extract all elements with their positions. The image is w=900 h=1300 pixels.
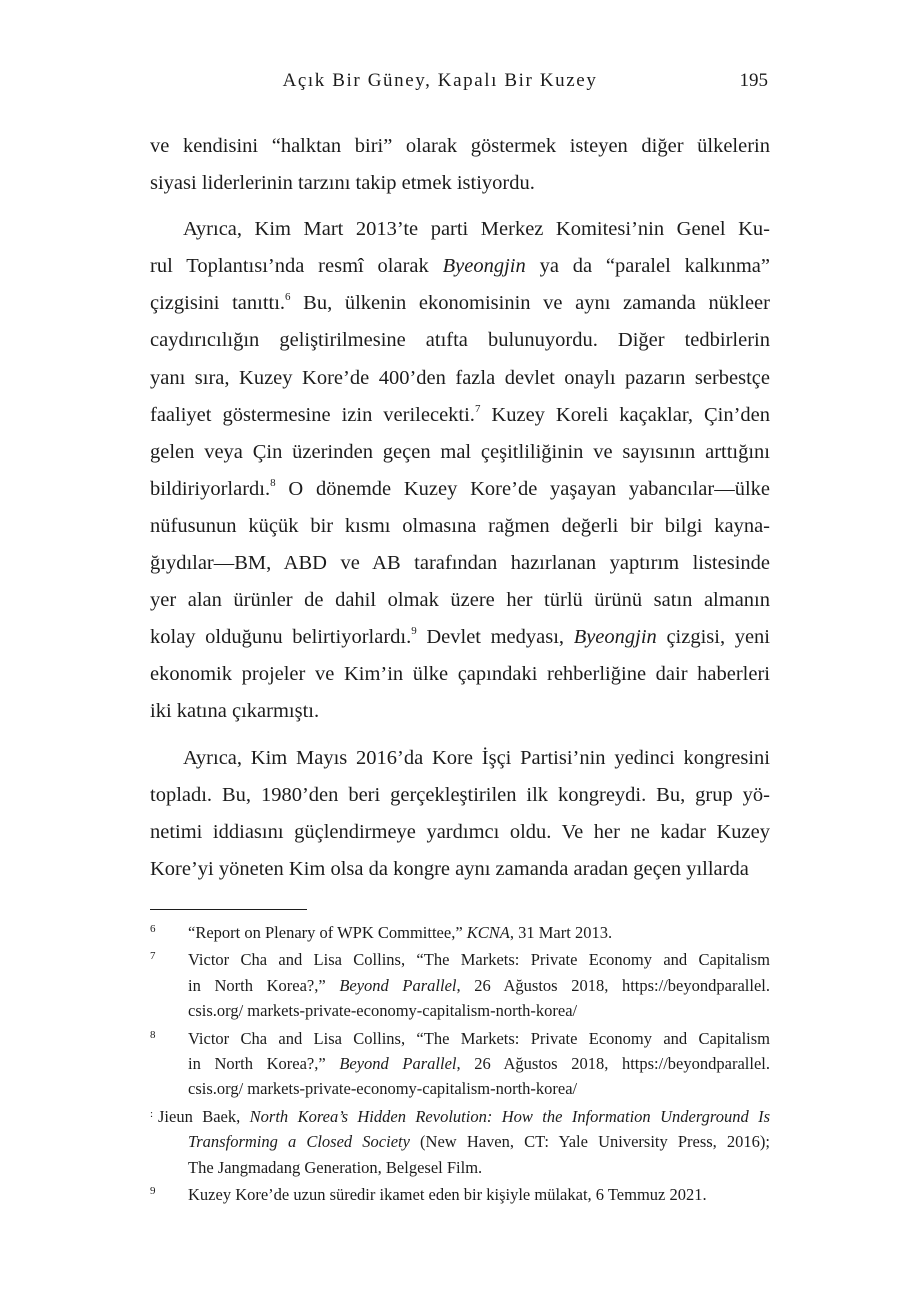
paragraph: [150, 128, 770, 202]
italic-text: Beyond Parallel: [339, 1054, 457, 1074]
footnote-line: Victor Cha and Lisa Collins, “The Markets: Private Economy and Capitalism: [188, 950, 770, 970]
italic-text: Byeongjin: [573, 626, 657, 649]
italic-text: Beyond Parallel: [339, 975, 457, 995]
footnote-ref: 9: [411, 625, 417, 638]
footnote-line: Victor Cha and Lisa Collins, “The Markets: Private Economy and Capitalism: [188, 1028, 770, 1048]
paragraph-line: topladı. Bu, 1980’den beri gerçekleştirilen ilk kongreydi. Bu, grup yö-: [150, 783, 770, 806]
paragraph: [150, 211, 770, 730]
footnote: [150, 1182, 770, 1207]
footnote-line: Transforming a Closed Society (New Haven, CT: Yale University Press, 2016);: [188, 1132, 771, 1152]
footnote-line: “Report on Plenary of WPK Committee,” KCNA, 31 Mart 2013.: [188, 923, 613, 942]
paragraph-line: yer alan ürünler de dahil olmak üzere her türlü ürünü satın almanın: [150, 589, 770, 612]
footnote: [150, 920, 770, 945]
body-text: [150, 128, 770, 888]
footnote-line: Kuzey Kore’de uzun süredir ikamet eden bir kişiyle mülakat, 6 Temmuz 2021.: [188, 1185, 707, 1205]
paragraph-line: ğıydılar—BM, ABD ve AB tarafından hazırlanan yaptırım listesinde: [150, 552, 770, 575]
paragraph-line: Ayrıca, Kim Mart 2013’te parti Merkez Komitesi’nin Genel Ku-: [183, 218, 770, 241]
footnote: [150, 1104, 770, 1180]
paragraph-line: siyasi liderlerinin tarzını takip etmek istiyordu.: [150, 172, 535, 195]
italic-text: Byeongjin: [442, 255, 526, 278]
paragraph-line: yanı sıra, Kuzey Kore’de 400’den fazla devlet onaylı pazarın serbestçe: [150, 366, 770, 389]
page-number: 195: [739, 70, 768, 91]
footnote-ref: 7: [474, 402, 481, 415]
paragraph-line: gelen veya Çin üzerinden geçen mal çeşitliliğinin ve sayısının arttığını: [150, 440, 770, 463]
paragraph-line: iki katına çıkarmıştı.: [150, 700, 320, 723]
paragraph-line: kolay olduğunu belirtiyorlardı.$^9$ Devlet medyası, Byeongjin çizgisi, yeni: [150, 625, 770, 649]
footnote-line: in North Korea?,” Beyond Parallel, 26 Ağustos 2018, https://beyondparallel.: [188, 1054, 770, 1074]
paragraph-line: faaliyet göstermesine izin verilecekti.$^7$ Kuzey Koreli kaçaklar, Çin’den: [150, 402, 770, 426]
italic-text: Transforming a Closed Society: [188, 1132, 410, 1152]
footnote-number: 6: [150, 923, 156, 935]
italic-text: KCNA: [466, 923, 510, 942]
footnote-number: 8: [150, 1028, 156, 1041]
footnotes: [150, 920, 770, 1209]
footnote-line: in North Korea?,” Beyond Parallel, 26 Ağustos 2018, https://beyondparallel.: [188, 975, 770, 995]
paragraph-line: ekonomik projeler ve Kim’in ülke çapındaki rehberliğine dair haberleri: [150, 663, 770, 686]
footnote-line: : Jieun Baek, North Korea’s Hidden Revolution: How the Information Underground Is: [150, 1106, 771, 1126]
paragraph-line: bildiriyorlardı.$^8$ O dönemde Kuzey Kore’de yaşayan yabancılar—ülke: [150, 476, 770, 500]
paragraph-line: ve kendisini “halktan biri” olarak göstermek isteyen diğer ülkelerin: [150, 135, 770, 157]
footnote-ref: 8: [270, 476, 276, 489]
paragraph-line: nüfusunun küçük bir kısmı olmasına rağmen değerli bir bilgi kayna-: [150, 514, 770, 537]
footnote-number: 7: [150, 950, 156, 963]
paragraph-line: Ayrıca, Kim Mayıs 2016’da Kore İşçi Partisi’nin yedinci kongresini: [183, 746, 770, 769]
footnote: [150, 947, 770, 1023]
footnote-line: csis.org/ markets-private-economy-capitalism-north-korea/: [188, 1001, 578, 1021]
footnote-separator: [150, 909, 307, 910]
paragraph-line: Kore’yi yöneten Kim olsa da kongre aynı zamanda aradan geçen yıllarda: [150, 857, 749, 880]
paragraph: [150, 740, 770, 888]
italic-text: North Korea’s Hidden Revolution: How the Information Underground Is: [249, 1106, 771, 1126]
footnote-ref: 6: [285, 291, 291, 304]
footnote-number: :: [150, 1107, 154, 1120]
paragraph-line: netimi iddiasını güçlendirmeye yardımcı oldu. Ve her ne kadar Kuzey: [150, 820, 770, 843]
paragraph-line: çizgisini tanıttı.$^6$ Bu, ülkenin ekonomisinin ve aynı zamanda nükleer: [150, 291, 770, 315]
running-title: Açık Bir Güney, Kapalı Bir Kuzey: [282, 70, 598, 91]
paragraph-line: caydırıcılığın geliştirilmesine atıfta bulunuyordu. Diğer tedbirlerin: [150, 329, 770, 352]
footnote-line: The Jangmadang Generation, Belgesel Film.: [188, 1157, 483, 1177]
footnote: [150, 1026, 770, 1102]
footnote-line: csis.org/ markets-private-economy-capitalism-north-korea/: [188, 1079, 578, 1099]
paragraph-line: rul Toplantısı’nda resmî olarak Byeongjin ya da “paralel kalkınma”: [150, 255, 770, 278]
footnote-number: 9: [150, 1185, 156, 1198]
